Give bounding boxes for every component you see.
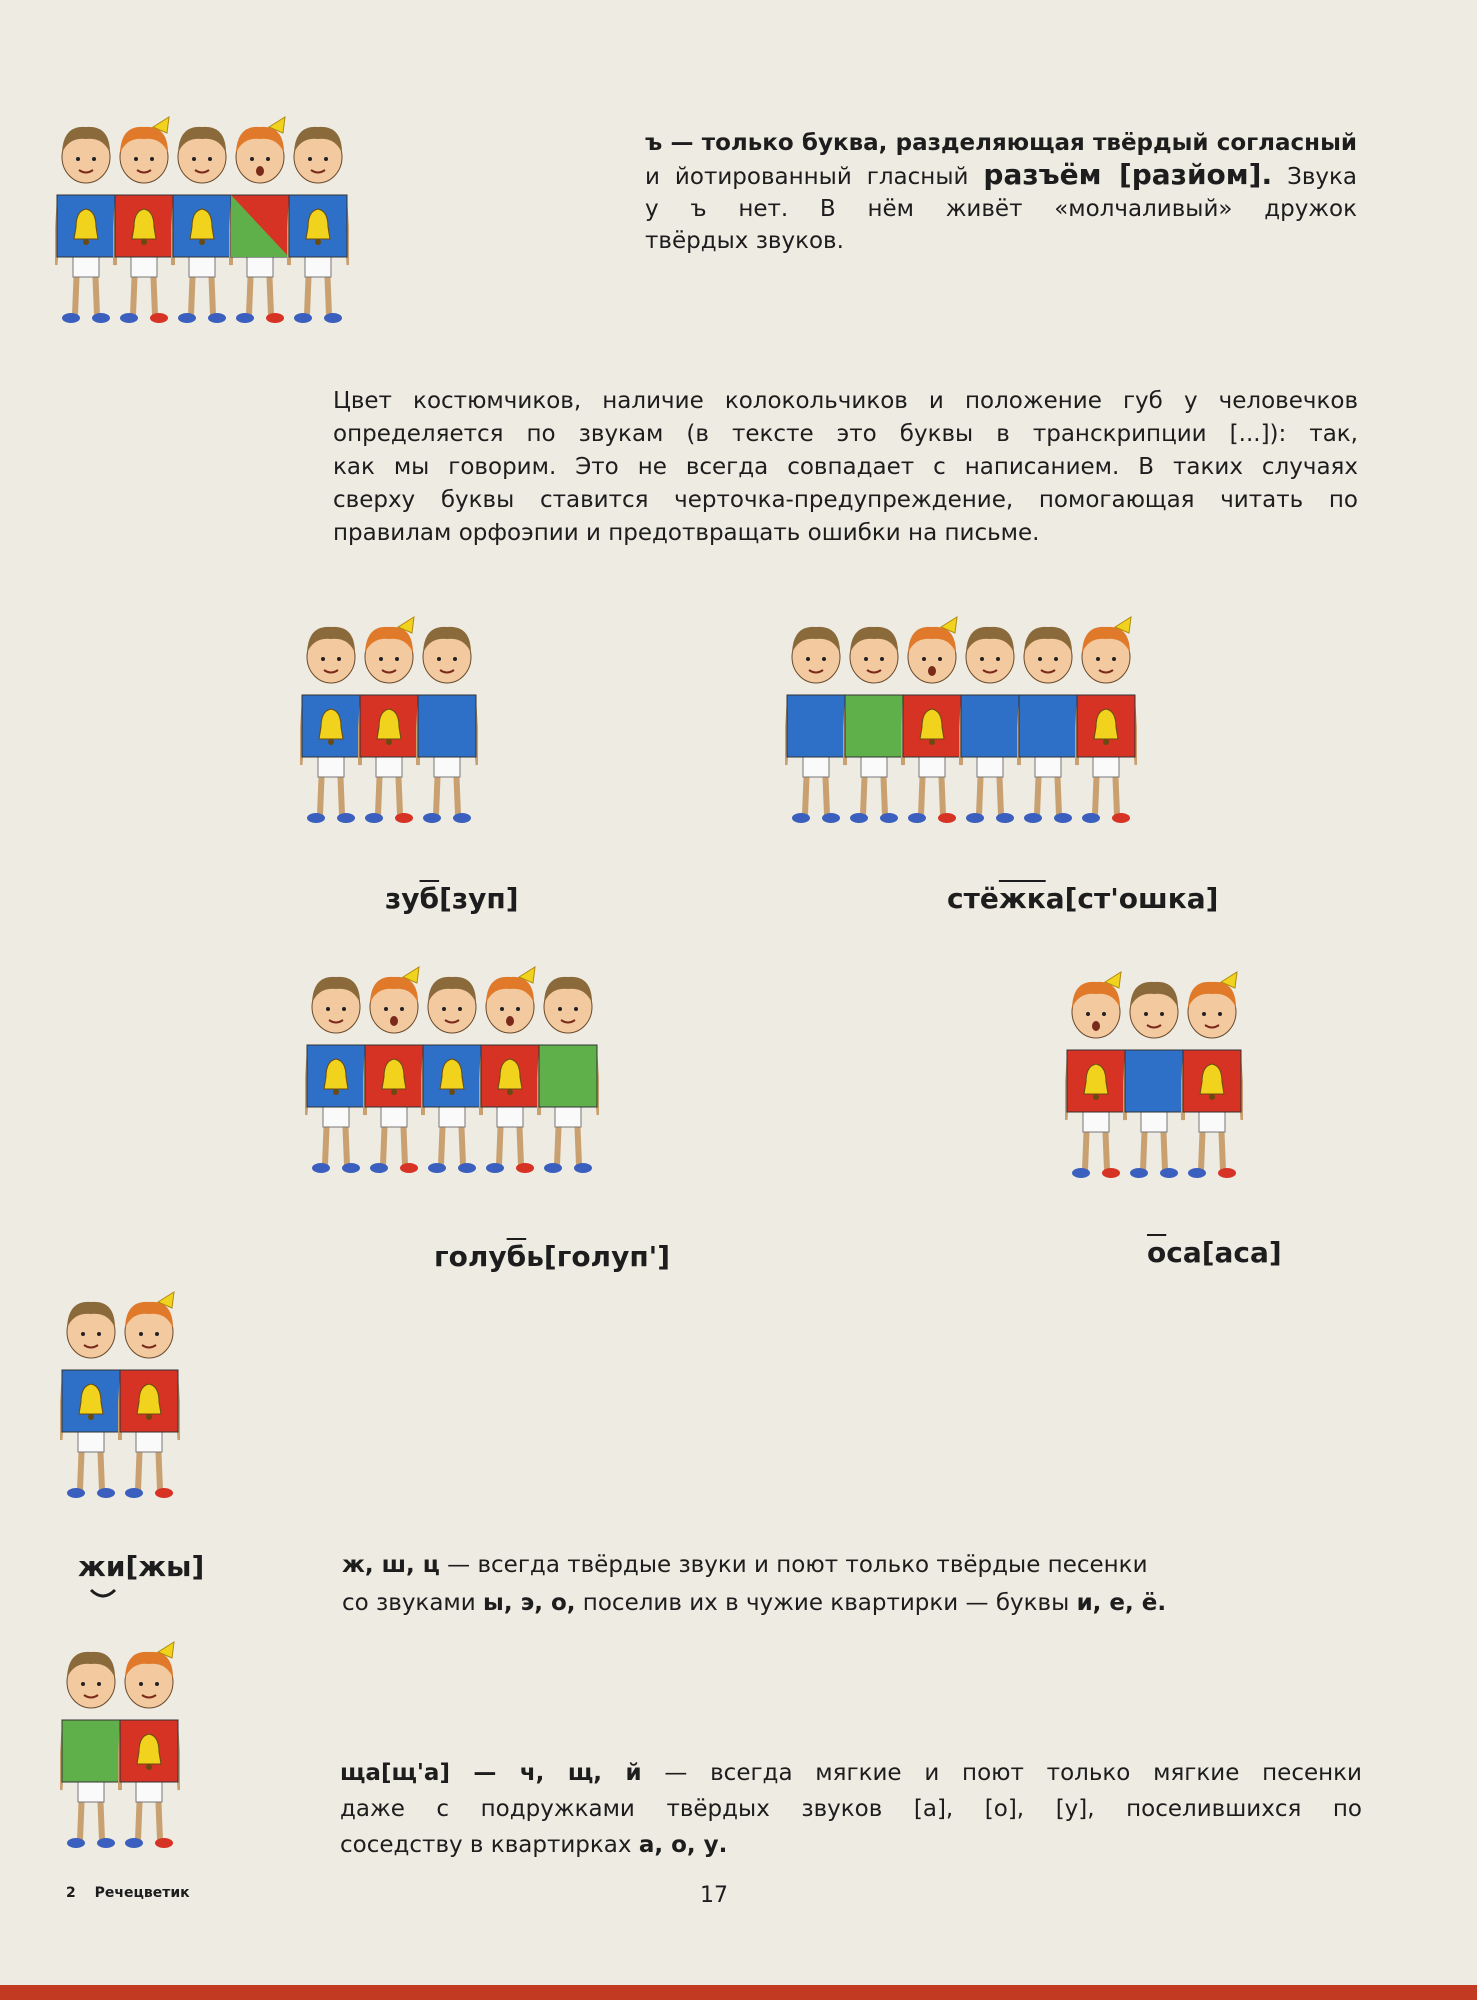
example-stezhka-pre: стё (947, 882, 999, 915)
color-rules-line: правилам орфоэпии и предотвращать ошибки на письме. (333, 520, 1040, 546)
figure-group-zub (300, 615, 484, 830)
girl-figure-icon (1181, 970, 1243, 1185)
figure-group-golub (305, 965, 605, 1180)
hard-consonants-line1: — всегда твёрдые звуки и поют только твёрдые песенки (439, 1552, 1148, 1578)
hard-sign-line3: у ъ нет. В нём живёт «молчаливый» дружок (645, 196, 1357, 222)
boy-figure-icon (55, 115, 117, 330)
example-zub-post: [зуп] (439, 882, 519, 915)
example-golub-mark: б (506, 1240, 527, 1273)
footer-number: 2 (66, 1885, 76, 1901)
hard-consonants-line2a: со звуками (342, 1590, 484, 1616)
figure-group-stezhka (785, 615, 1143, 830)
color-rules-line: Цвет костюмчиков, наличие колокольчиков и положение губ у человечков (333, 388, 1358, 414)
girl-figure-icon (358, 615, 420, 830)
soft-consonants-line3a: соседству в квартирках (340, 1832, 639, 1858)
i-e-yo-letters: и, е, ё. (1076, 1590, 1167, 1616)
girl-figure-icon (479, 965, 541, 1180)
hard-sign-line4: твёрдых звуков. (645, 228, 844, 254)
color-rules-line: определяется по звукам (в тексте это буквы в транскрипции [...]): так, (333, 421, 1358, 447)
boy-figure-icon (1017, 615, 1079, 830)
example-zub-pre: зу (385, 882, 420, 915)
example-zub-mark: б (419, 882, 440, 915)
boy-figure-icon (305, 965, 367, 1180)
a-o-u-letters: а, о, у. (638, 1832, 728, 1858)
breve-mark-icon (88, 1588, 118, 1600)
figure-group-osa (1065, 970, 1249, 1185)
boy-figure-icon (537, 965, 599, 1180)
color-rules-line: как мы говорим. Это не всегда совпадает с написанием. В таких случаях (333, 454, 1358, 480)
hard-consonants-paragraph (342, 1546, 1302, 1622)
girl-figure-icon (363, 965, 425, 1180)
girl-figure-icon (113, 115, 175, 330)
hard-sign-paragraph (645, 127, 1357, 257)
boy-figure-icon (785, 615, 847, 830)
girl-figure-icon (118, 1640, 180, 1855)
example-zhi (78, 1550, 204, 1583)
figure-group-top (55, 115, 355, 330)
boy-figure-icon (300, 615, 362, 830)
boy-figure-icon (843, 615, 905, 830)
girl-figure-icon (229, 115, 291, 330)
page-number: 17 (700, 1883, 728, 1908)
example-golub-pre: голу (434, 1240, 507, 1273)
hard-sign-line2c: Звука (1272, 164, 1357, 190)
hard-sign-line1: ъ — только буква, разделяющая твёрдый согласный (645, 130, 1357, 156)
soft-consonants-line2: даже с подружками твёрдых звуков [а], [о], [у], поселившихся по (340, 1796, 1362, 1822)
razyom-word: разъём [разйом]. (983, 158, 1273, 191)
boy-figure-icon (1123, 970, 1185, 1185)
girl-figure-icon (118, 1290, 180, 1505)
zh-sh-ts-letters: ж, ш, ц (342, 1552, 440, 1578)
boy-figure-icon (171, 115, 233, 330)
figure-group-shcha (60, 1640, 186, 1855)
example-stezhka (947, 882, 1218, 915)
girl-figure-icon (901, 615, 963, 830)
girl-figure-icon (1075, 615, 1137, 830)
shcha-letters: ща[щ'а] — ч, щ, й (340, 1760, 642, 1786)
example-zhi-text: жи[жы] (78, 1550, 205, 1583)
boy-figure-icon (421, 965, 483, 1180)
soft-consonants-line1: — всегда мягкие и поют только мягкие песенки (641, 1760, 1362, 1786)
hard-sign-line2a: и йотированный гласный (645, 164, 984, 190)
example-golub (434, 1240, 670, 1273)
figure-group-zhi (60, 1290, 186, 1505)
example-stezhka-post: а[ст'ошка] (1045, 882, 1219, 915)
color-rules-paragraph (333, 385, 1358, 550)
example-zub (385, 882, 519, 915)
color-rules-line: сверху буквы ставится черточка-предупреждение, помогающая читать по (333, 487, 1358, 513)
boy-figure-icon (416, 615, 478, 830)
boy-figure-icon (60, 1290, 122, 1505)
boy-figure-icon (60, 1640, 122, 1855)
boy-figure-icon (959, 615, 1021, 830)
hard-consonants-line2c: поселив их в чужие квартирки — буквы (575, 1590, 1077, 1616)
example-osa-post: са[аса] (1166, 1236, 1282, 1269)
example-osa (1147, 1236, 1282, 1269)
example-stezhka-mark: жк (998, 882, 1046, 915)
soft-consonants-paragraph (340, 1755, 1362, 1863)
footer-name: Речецветик (94, 1885, 190, 1901)
y-e-o-letters: ы, э, о, (483, 1590, 576, 1616)
boy-figure-icon (287, 115, 349, 330)
example-osa-mark: о (1147, 1236, 1167, 1269)
girl-figure-icon (1065, 970, 1127, 1185)
example-golub-post: ь[голуп'] (526, 1240, 671, 1273)
footer-label (66, 1885, 190, 1901)
page-edge (0, 1985, 1477, 2000)
